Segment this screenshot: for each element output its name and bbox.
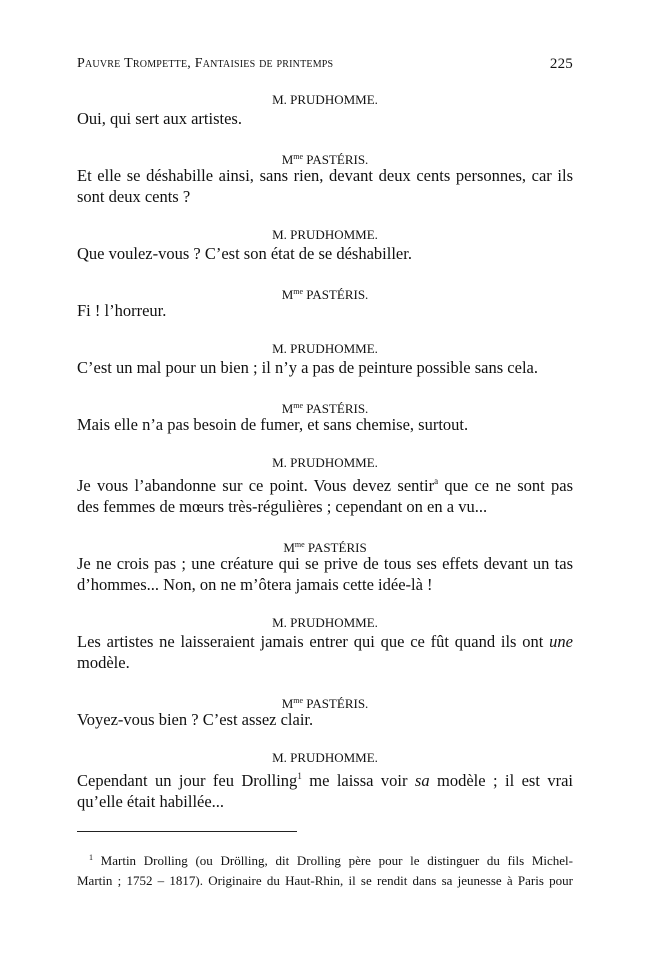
speaker-name: M. PRUDHOMME. bbox=[272, 455, 378, 470]
dialogue-line bbox=[77, 471, 573, 496]
speaker-part: M bbox=[281, 152, 294, 167]
dialogue-line bbox=[77, 631, 573, 652]
speaker-name bbox=[77, 537, 573, 553]
dialogue-line: Je ne crois pas ; une créature qui se prive de tous ses effets devant un tas bbox=[77, 554, 573, 573]
speaker-name: M. PRUDHOMME. bbox=[272, 615, 378, 630]
speaker-part: M bbox=[281, 696, 294, 711]
speaker-part: PASTÉRIS. bbox=[303, 401, 369, 416]
dialogue-line: modèle. bbox=[77, 653, 130, 672]
speaker-part: PASTÉRIS bbox=[304, 540, 367, 555]
speaker-sup: me bbox=[293, 401, 304, 410]
line-part: me laissa voir bbox=[301, 771, 415, 790]
italic-word: une bbox=[549, 632, 573, 651]
footnote bbox=[77, 848, 573, 891]
line-part: modèle ; il est vrai bbox=[429, 771, 573, 790]
footnote-divider bbox=[77, 831, 297, 832]
speaker-part: PASTÉRIS. bbox=[303, 287, 369, 302]
title-cap: F bbox=[194, 56, 203, 71]
speaker-sup: me bbox=[294, 540, 305, 549]
footnote-line: Martin ; 1752 – 1817). Originaire du Haut-Rhin, il se rendit dans sa jeunesse à Paris pour bbox=[77, 873, 573, 888]
speaker-sup: me bbox=[293, 152, 304, 161]
line-part: Je vous l’abandonne sur ce point. Vous devez sentir bbox=[77, 476, 435, 495]
speaker-part: M bbox=[283, 540, 295, 555]
title-cap: T bbox=[124, 56, 133, 71]
line-part: Les artistes ne laisseraient jamais entrer qui que ce fût quand ils ont bbox=[77, 632, 550, 651]
footnote-ref: a bbox=[434, 476, 439, 486]
speaker-name: M. PRUDHOMME. bbox=[272, 750, 378, 765]
italic-word: sa bbox=[414, 771, 430, 790]
dialogue-line: Que voulez-vous ? C’est son état de se déshabiller. bbox=[77, 244, 412, 263]
dialogue-line: Voyez-vous bien ? C’est assez clair. bbox=[77, 710, 314, 729]
running-header bbox=[77, 56, 573, 76]
dialogue-line: Oui, qui sert aux artistes. bbox=[77, 109, 242, 128]
speaker-name: M. PRUDHOMME. bbox=[272, 227, 378, 242]
footnote-ref: 1 bbox=[297, 771, 302, 781]
footnote-line bbox=[77, 848, 573, 871]
title-sc: auvre bbox=[85, 56, 125, 71]
dialogue-line: Et elle se déshabille ainsi, sans rien, devant deux cents personnes, car ils bbox=[77, 166, 573, 185]
line-part: Cependant un jour feu Drolling bbox=[77, 771, 298, 790]
footnote-text: Martin Drolling (ou Drölling, dit Drolling père pour le distinguer du fils Michel- bbox=[93, 853, 573, 868]
line-part: que ce ne sont pas bbox=[438, 476, 573, 495]
speaker-part: M bbox=[281, 287, 294, 302]
title-sc: antaisies de printemps bbox=[202, 56, 334, 71]
speaker-name: M. PRUDHOMME. bbox=[272, 92, 378, 107]
dialogue-line: C’est un mal pour un bien ; il n’y a pas de peinture possible sans cela. bbox=[77, 358, 538, 377]
speaker-name bbox=[77, 149, 573, 165]
speaker-name bbox=[77, 398, 573, 414]
dialogue-line bbox=[77, 766, 573, 791]
footnote-marker: 1 bbox=[89, 853, 93, 862]
title-cap: P bbox=[77, 56, 85, 71]
dialogue-line: des femmes de mœurs très-régulières ; cependant on en a vu... bbox=[77, 497, 488, 516]
page-number: 225 bbox=[549, 56, 573, 72]
speaker-sup: me bbox=[293, 696, 304, 705]
speaker-part: PASTÉRIS. bbox=[303, 152, 369, 167]
dialogue-text bbox=[77, 92, 573, 812]
speaker-name: M. PRUDHOMME. bbox=[272, 341, 378, 356]
dialogue-line: sont deux cents ? bbox=[77, 187, 191, 206]
dialogue-line: Fi ! l’horreur. bbox=[77, 301, 167, 320]
speaker-sup: me bbox=[293, 287, 304, 296]
running-title bbox=[77, 56, 333, 72]
dialogue-line: qu’elle était habillée... bbox=[77, 792, 225, 811]
title-sc: rompette, bbox=[132, 56, 195, 71]
dialogue-line: Mais elle n’a pas besoin de fumer, et sans chemise, surtout. bbox=[77, 415, 469, 434]
speaker-part: PASTÉRIS. bbox=[303, 696, 369, 711]
speaker-name bbox=[77, 693, 573, 709]
dialogue-line: d’hommes... Non, on ne m’ôtera jamais cette idée-là ! bbox=[77, 575, 433, 594]
speaker-part: M bbox=[281, 401, 294, 416]
speaker-name bbox=[77, 284, 573, 300]
